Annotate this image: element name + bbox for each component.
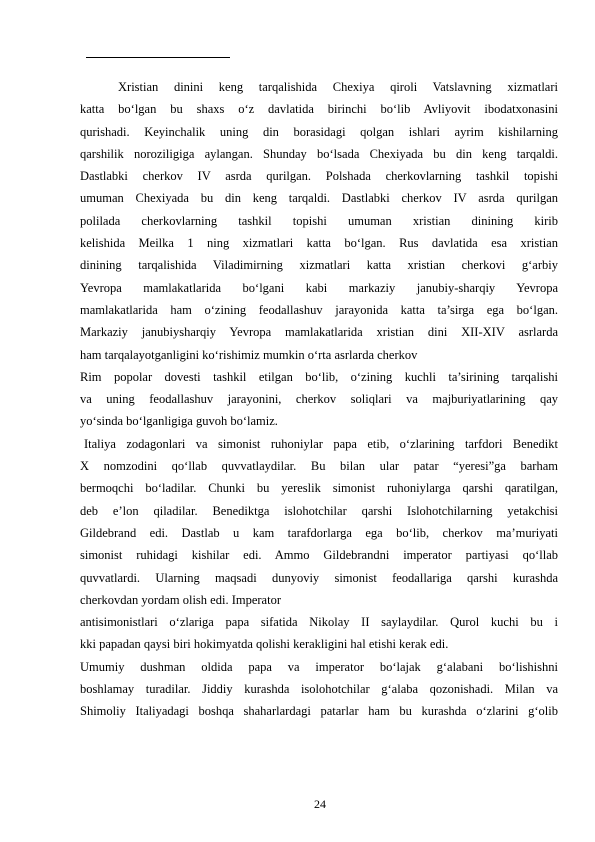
text-line: Xristian dinini keng tarqalishida Chexiya qiroli Vatslavning xizmatlari <box>118 80 558 94</box>
text-line: va uning feodallashuv jarayonini, cherkov soliqlari va majburiyatlarining qay <box>80 392 558 407</box>
text-line: Gildebrand edi. Dastlab u kam tarafdorlarga ega bo‘lib, cherkov ma’muriyati <box>80 525 558 540</box>
text-line: Yevropa mamlakatlarida bo‘lgani kabi markaziy janubiy-sharqiy Yevropa <box>80 280 558 295</box>
header-rule <box>86 57 230 58</box>
text-line: polilada cherkovlarning tashkil topishi umuman xristian dinining kirib <box>80 213 558 228</box>
text-line: Markaziy janubiysharqiy Yevropa mamlakatlarida xristian dini XII-XIV asrlarda <box>80 325 558 340</box>
text-line: cherkovdan yordam olish edi. Imperator <box>80 592 281 607</box>
text-line: quvvatlardi. Ularning maqsadi dunyoviy simonist feodallariga qarshi kurashda <box>80 570 558 585</box>
page-number: 24 <box>314 797 326 811</box>
text-line: dinining tarqalishida Viladimirning xizmatlari katta xristian cherkovi g‘arbiy <box>80 258 558 273</box>
text-line: qarshilik noroziligiga aylangan. Shunday bo‘lsada Chexiyada bu din keng tarqaldi. <box>80 146 558 161</box>
text-line: antisimonistlari o‘zlariga papa sifatida Nikolay II saylaydilar. Qurol kuchi bu i <box>80 615 558 630</box>
text-line: X nomzodini qo‘llab quvvatlaydilar. Bu bilan ular patar “yeresi”ga barham <box>80 459 558 474</box>
text-line: Italiya zodagonlari va simonist ruhoniylar papa etib, o‘zlarining tarfdori Benedikt <box>84 436 558 451</box>
text-line: Dastlabki cherkov IV asrda qurilgan. Polshada cherkovlarning tashkil topishi <box>80 169 558 184</box>
text-line: kelishida Meilka 1 ning xizmatlari katta bo‘lgan. Rus davlatida esa xristian <box>80 236 558 251</box>
text-line: Rim popolar dovesti tashkil etilgan bo‘lib, o‘zining kuchli ta’sirining tarqalishi <box>80 369 558 384</box>
text-line: katta bo‘lgan bu shaxs o‘z davlatida birinchi bo‘lib Avliyovit ibodatxonasini <box>80 102 558 117</box>
text-line: deb e’lon qiladilar. Benediktga islohotchilar qarshi Islohotchilarning yetakchisi <box>80 503 558 518</box>
text-line: kki papadan qaysi biri hokimyatda qolishi kerakligini hal etishi kerak edi. <box>80 637 449 652</box>
text-line: yo‘sinda bo‘lganligiga guvoh bo‘lamiz. <box>80 414 278 429</box>
text-line: Umumiy dushman oldida papa va imperator bo‘lajak g‘alabani bo‘lishishni <box>80 659 558 674</box>
text-line: mamlakatlarida ham o‘zining feodallashuv jarayonida katta ta’sirga ega bo‘lgan. <box>80 302 558 317</box>
text-line: Shimoliy Italiyadagi boshqa shaharlardagi patarlar ham bu kurashda o‘zlarini g‘olib <box>80 704 558 719</box>
text-line: ham tarqalayotganligini ko‘rishimiz mumkin o‘rta asrlarda cherkov <box>80 347 418 362</box>
text-line: simonist ruhidagi kishilar edi. Ammo Gildebrandni imperator partiyasi qo‘llab <box>80 548 558 563</box>
text-line: qurishadi. Keyinchalik uning din borasidagi qolgan ishlari ayrim kishilarning <box>80 124 558 139</box>
body-text <box>80 76 558 723</box>
text-line: bermoqchi bo‘ladilar. Chunki bu yereslik simonist ruhoniylarga qarshi qaratilgan, <box>80 481 558 496</box>
text-line: umuman Chexiyada bu din keng tarqaldi. Dastlabki cherkov IV asrda qurilgan <box>80 191 558 206</box>
text-line: boshlamay turadilar. Jiddiy kurashda isolohotchilar g‘alaba qozonishadi. Milan va <box>80 682 558 697</box>
